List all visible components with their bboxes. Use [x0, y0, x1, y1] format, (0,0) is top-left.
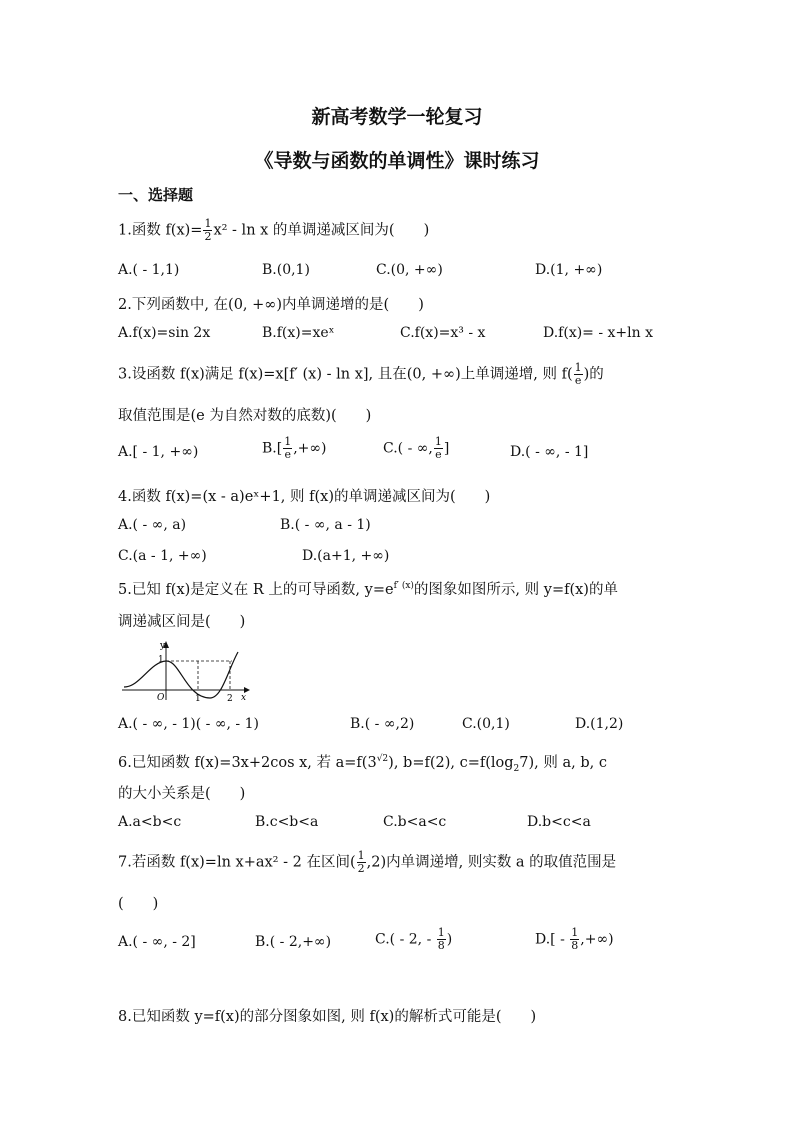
q7-option-c[interactable]: C.( - 2, - $\frac{1}{8}$ ) — [375, 926, 453, 952]
q1-option-b[interactable]: B.(0,1) — [262, 262, 310, 278]
q2-option-a[interactable]: A.f(x)=sin 2x — [118, 325, 211, 341]
page-subtitle: 《导数与函数的单调性》课时练习 — [254, 150, 540, 172]
q6-option-b[interactable]: B.c<b<a — [255, 814, 319, 830]
q3-option-b[interactable]: B.[ $\frac{1}{e}$ ,+∞) — [262, 435, 327, 461]
q5-option-c[interactable]: C.(0,1) — [462, 716, 510, 732]
question-5: 5.已知 f(x)是定义在 R 上的可导函数, $y=e^{f' (x)}$的图象如图所示, 则 y=f(x)的单 — [118, 581, 618, 598]
question-2: 2.下列函数中, 在(0, +∞)内单调递增的是( ) — [118, 297, 424, 313]
q1-option-a[interactable]: A.( - 1,1) — [118, 262, 180, 278]
q4-option-b[interactable]: B.( - ∞, a - 1) — [280, 517, 371, 533]
q7-option-a[interactable]: A.( - ∞, - 2] — [118, 934, 196, 950]
q5-graph — [120, 640, 250, 702]
question-4: 4.函数 f(x)=(x - a)eˣ+1, 则 f(x)的单调递减区间为( ) — [118, 489, 491, 505]
q1-option-d[interactable]: D.(1, +∞) — [535, 262, 603, 278]
question-3: 3.设函数 f(x)满足 f(x)=x[f′ (x) - ln x], 且在(0, +∞)上单调递增, 则 f( $\frac{1}{e}$ )的 — [118, 361, 604, 387]
q7-option-b[interactable]: B.( - 2,+∞) — [255, 934, 332, 950]
curve — [124, 652, 238, 698]
q7-option-d[interactable]: D.[ - $\frac{1}{8}$ ,+∞) — [535, 926, 614, 952]
question-6-line2: 的大小关系是( ) — [118, 786, 246, 802]
question-7: 7.若函数 f(x)=ln x+ax² - 2 在区间( $\frac{1}{2}$ ,2)内单调递增, 则实数 a 的取值范围是 — [118, 849, 617, 875]
q1-option-c[interactable]: C.(0, +∞) — [376, 262, 443, 278]
question-8: 8.已知函数 y=f(x)的部分图象如图, 则 f(x)的解析式可能是( ) — [118, 1009, 537, 1025]
q3-option-d[interactable]: D.( - ∞, - 1] — [510, 444, 589, 460]
q5-option-d[interactable]: D.(1,2) — [575, 716, 624, 732]
tick-label-1: 1 — [195, 694, 201, 702]
q6-option-d[interactable]: D.b<c<a — [527, 814, 591, 830]
fraction: $\frac{1}{e}$ — [574, 361, 582, 387]
section-heading: 一、选择题 — [118, 186, 194, 204]
x-label: x — [241, 693, 247, 702]
q6-option-c[interactable]: C.b<a<c — [383, 814, 447, 830]
fraction: $\frac{1}{2}$ — [204, 217, 212, 243]
y-label: y — [160, 641, 166, 651]
q6-option-a[interactable]: A.a<b<c — [118, 814, 182, 830]
q4-option-a[interactable]: A.( - ∞, a) — [118, 517, 187, 533]
page-title: 新高考数学一轮复习 — [311, 106, 483, 128]
q2-option-c[interactable]: C.f(x)=x³ - x — [400, 325, 486, 341]
question-1: 1.函数 f(x)= $\frac{1}{2}$ x² - ln x 的单调递减区间为( ) — [118, 217, 430, 243]
q2-option-d[interactable]: D.f(x)= - x+ln x — [543, 325, 654, 341]
q5-option-a[interactable]: A.( - ∞, - 1)( - ∞, - 1) — [118, 716, 259, 732]
question-6: 6.已知函数 f(x)=3x+2cos x, 若 $a=f(3^{√2})$, b=f(2), $c=f(\log_27)$, 则 a, b, c — [118, 754, 607, 774]
q5-option-b[interactable]: B.( - ∞,2) — [350, 716, 415, 732]
tick-label-2: 2 — [227, 694, 233, 702]
q4-option-c[interactable]: C.(a - 1, +∞) — [118, 548, 207, 564]
q2-option-b[interactable]: B.f(x)=xeˣ — [262, 325, 335, 341]
question-3-line2: 取值范围是(e 为自然对数的底数)( ) — [118, 408, 372, 424]
question-7-line2: ( ) — [118, 896, 159, 912]
q4-option-d[interactable]: D.(a+1, +∞) — [302, 548, 390, 564]
question-5-line2: 调递减区间是( ) — [118, 614, 246, 630]
q3-option-a[interactable]: A.[ - 1, +∞) — [118, 444, 199, 460]
origin-label: O — [157, 693, 165, 702]
q3-option-c[interactable]: C.( - ∞, $\frac{1}{e}$ ] — [383, 435, 450, 461]
label-one-y: 1 — [158, 655, 164, 665]
